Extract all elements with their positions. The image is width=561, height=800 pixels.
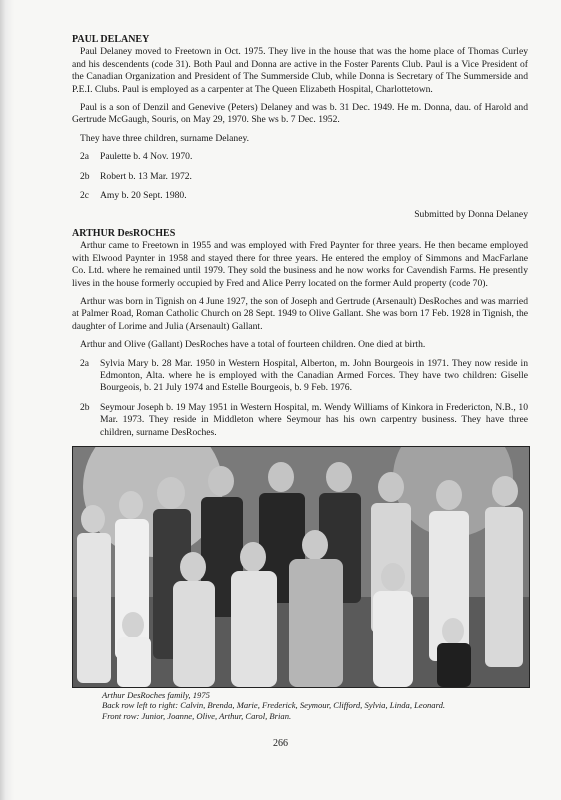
paragraph: Arthur and Olive (Gallant) DesRoches have a total of fourteen children. One died at birth. <box>80 339 426 351</box>
family-photo <box>72 446 530 688</box>
list-item <box>72 171 528 183</box>
list-item <box>72 402 528 439</box>
paragraph: Arthur was born in Tignish on 4 June 1927, the son of Joseph and Gertrude (Arsenault) DesRoches and was married at Palmer Road, Roman Catholic Church on 28 Sept. 1949 to Olive Gallant. She was born 17 Feb. 1928 in Tignish, the daughter of Lorime and Julia (Arsenault) Gallant. <box>72 295 528 332</box>
page-number: 266 <box>273 738 288 749</box>
list-item-number: 2c <box>80 190 90 202</box>
paragraph: Arthur came to Freetown in 1955 and was employed with Fred Paynter for three years. He then became employed with Elwood Paynter in 1958 and stayed there for three years. He entered the employ of Simmons and MacFarlane Co. Ltd. where he remained until 1979. They sold the business and he now works for Cavendish Farms. He presently lives in the house formerly occupied by Fred and Alice Perry located on the former Auld property (code 70). <box>72 240 528 289</box>
list-item-number: 2b <box>80 170 90 182</box>
section-heading-delaney: PAUL DELANEY <box>72 34 150 45</box>
section-heading-desroches: ARTHUR DesROCHES <box>72 227 176 239</box>
page-text <box>72 34 528 446</box>
list-item-number: 2a <box>80 357 90 369</box>
list-item-number: 2b <box>80 401 90 413</box>
caption-title: Arthur DesRoches family, 1975 <box>102 690 210 700</box>
list-item-text: Amy b. 20 Sept. 1980. <box>100 190 187 202</box>
family-photo-illustration <box>73 447 529 687</box>
photo-caption <box>102 690 522 721</box>
list-item-number: 2a <box>80 151 90 163</box>
list-item <box>72 151 528 163</box>
list-item-text: Sylvia Mary b. 28 Mar. 1950 in Western Hospital, Alberton, m. John Bourgeois in 1971. They now reside in Edmonton, Alta. where he is employed with the Canadian Armed Forces. They have two children: Giselle Bourgeois, b. 21 July 1974 and Estelle Bourgeois, b. 9 Feb. 1976. <box>100 357 528 394</box>
page-binding-edge <box>0 0 14 800</box>
caption-front-row: Front row: Junior, Joanne, Olive, Arthur, Carol, Brian. <box>102 710 292 721</box>
paragraph: They have three children, surname Delaney. <box>80 132 250 144</box>
submitted-by: Submitted by Donna Delaney <box>414 209 528 221</box>
list-item-text: Seymour Joseph b. 19 May 1951 in Western Hospital, m. Wendy Williams of Kinkora in Fredericton, N.B., 10 Mar. 1973. They reside in Middleton where Seymour has his own carpentry business. They have three children, surname DesRoches. <box>100 401 528 438</box>
caption-back-row: Back row left to right: Calvin, Brenda, Marie, Frederick, Seymour, Clifford, Sylvia, Linda, Leonard. <box>102 700 446 711</box>
paragraph: Paul is a son of Denzil and Genevive (Peters) Delaney and was b. 31 Dec. 1949. He m. Donna, dau. of Harold and Gertrude McGaugh, Souris, on May 29, 1970. She ws b. 7 Dec. 1952. <box>72 102 528 126</box>
list-item <box>72 190 528 202</box>
list-item-text: Paulette b. 4 Nov. 1970. <box>100 151 193 163</box>
list-item-text: Robert b. 13 Mar. 1972. <box>100 170 192 182</box>
list-item <box>72 358 528 395</box>
paragraph: Paul Delaney moved to Freetown in Oct. 1975. They live in the house that was the home place of Thomas Curley and his descendents (code 31). Both Paul and Donna are active in the Foster Parents Club. Paul is a Vice President of the Canadian Organization and President of The Summerside Club, while Donna is Secretary of The Summerside and P.E.I. Clubs. Paul is employed as a carpenter at The Queen Elizabeth Hospital, Charlottetown. <box>72 46 528 95</box>
